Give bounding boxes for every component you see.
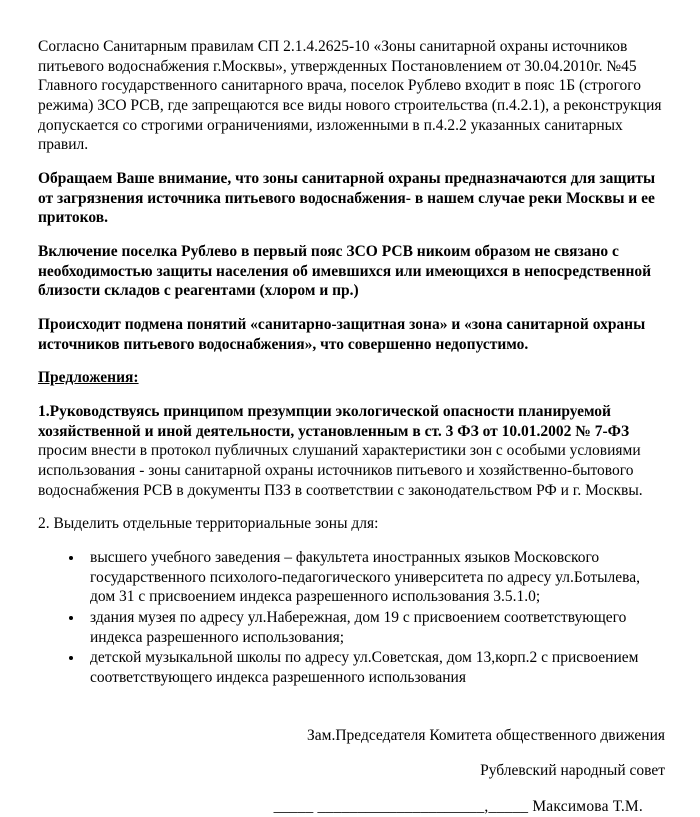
proposal-1-lead: 1.Руководствуясь принципом презумпции экологической опасности планируемой хозяйственной и иной деятельности, установленным в ст. 3 ФЗ от 10.01.2002 № 7-ФЗ xyxy=(38,403,630,440)
paragraph-proposal-1 xyxy=(38,402,665,500)
signature-title: Зам.Председателя Комитета общественного движения xyxy=(307,726,665,744)
proposals-heading: Предложения: xyxy=(38,369,139,387)
signature-organization: Рублевский народный совет xyxy=(480,762,665,780)
signature-name-line xyxy=(38,797,665,817)
signature-block xyxy=(38,726,665,817)
paragraph-concept-substitution: Происходит подмена понятий «санитарно-защитная зона» и «зона санитарной охраны источников питьевого водоснабжения», что совершенно недопустимо. xyxy=(38,316,646,353)
list-item-music-school: • детской музыкальной школы по адресу ул.Советская, дом 13,корп.2 с присвоением соответствующего индекса разрешенного использования xyxy=(84,648,665,687)
signature-rule: _____ _____________________,_____ xyxy=(273,798,529,816)
list-item-university: • высшего учебного заведения – факультета иностранных языков Московского государственного психолого-педагогического университета по адресу ул.Ботылева, дом 31 с присвоением индекса разрешенного использования 3.5.1.0; xyxy=(84,548,665,607)
paragraph-proposal-2: 2. Выделить отдельные территориальные зоны для: xyxy=(38,515,379,533)
paragraph-attention-note: Обращаем Ваше внимание, что зоны санитарной охраны предназначаются для защиты от загрязнения источника питьевого водоснабжения- в нашем случае реки Москвы и ее притоков. xyxy=(38,170,656,227)
signature-name: Максимова Т.М. xyxy=(532,798,643,816)
paragraph-inclusion-statement: Включение поселка Рублево в первый пояс ЗСО РСВ никоим образом не связано с необходимостью защиты населения об имевшихся или имеющихся в непосредственной близости складов с реагентами (хлором и пр.) xyxy=(38,243,652,300)
proposal-1-body: просим внести в протокол публичных слушаний характеристики зон с особыми условиями использования - зоны санитарной охраны источников питьевого и хозяйственно-бытового водоснабжения РСВ в документы ПЗЗ в соответствии с законодательством РФ и г. Москвы. xyxy=(38,442,643,499)
list-item-museum: • здания музея по адресу ул.Набережная, дом 19 с присвоением соответствующего индекса разрешенного использования; xyxy=(84,608,665,647)
paragraph-sanitary-rules: Согласно Санитарным правилам СП 2.1.4.2625-10 «Зоны санитарной охраны источников питьевого водоснабжения г.Москвы», утвержденных Постановлением от 30.04.2010г. №45 Главного государственного санитарного врача, поселок Рублево входит в пояс 1Б (строгого режима) ЗСО РСВ, где запрещаются все виды нового строительства (п.4.2.1), а реконструкция допускается со строгими ограничениями, изложенными в п.4.2.2 указанных санитарных правил. xyxy=(38,38,662,154)
territorial-zones-list xyxy=(38,548,665,688)
